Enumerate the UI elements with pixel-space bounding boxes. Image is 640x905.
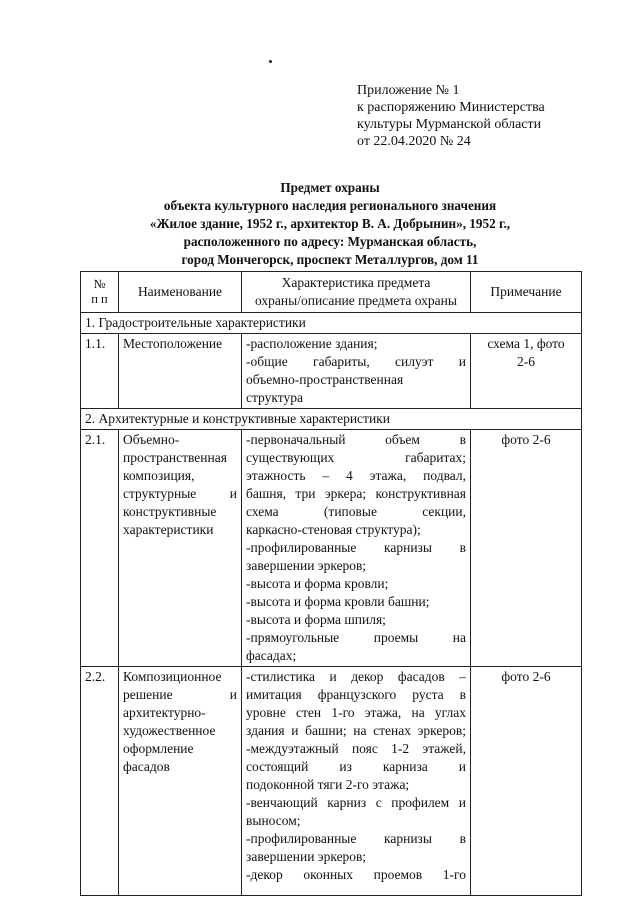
- appendix-line: культуры Мурманской области: [357, 117, 542, 132]
- appendix-header: [357, 82, 617, 150]
- table-row: [81, 334, 582, 409]
- description-line: -первоначальный объем в: [246, 432, 466, 447]
- description-line: -высота и форма кровли башни;: [246, 594, 430, 609]
- header-name: Наименование: [119, 272, 242, 313]
- row-name-line: фасадов: [123, 759, 170, 774]
- stray-mark: [269, 60, 272, 63]
- title-line: объекта культурного наследия регионального значения: [163, 198, 497, 213]
- section-title: 1. Градостроительные характеристики: [81, 313, 582, 334]
- row-name-line: оформление: [123, 741, 194, 756]
- row-name: [119, 430, 242, 667]
- row-description: [242, 667, 471, 896]
- description-line: здания и башни; на стенах эркеров;: [246, 723, 466, 738]
- appendix-line: Приложение № 1: [357, 83, 460, 98]
- title-line: город Мончегорск, проспект Металлургов, дом 11: [181, 252, 479, 267]
- description-line: фасадах;: [246, 648, 297, 663]
- row-number: 1.1.: [81, 334, 119, 409]
- description-line: схема (типовые секции,: [246, 504, 466, 519]
- note-line: 2-6: [517, 354, 535, 369]
- row-name-line: Композиционное: [123, 669, 222, 684]
- row-note: [471, 667, 582, 896]
- description-line: -высота и форма кровли;: [246, 576, 389, 591]
- row-name-line: пространственная: [123, 450, 227, 465]
- description-line: завершении эркеров;: [246, 558, 367, 573]
- description-line: башня, три эркера; конструктивная: [246, 486, 466, 501]
- description-line: имитация французского руста в: [246, 687, 466, 702]
- row-name-line: решение и: [123, 687, 237, 702]
- description-line: -профилированные карнизы в: [246, 831, 466, 846]
- header-characteristic: [242, 272, 471, 313]
- document-title: [80, 179, 580, 269]
- header-note: Примечание: [471, 272, 582, 313]
- row-name-line: Местоположение: [123, 336, 223, 351]
- note-line: фото 2-6: [501, 669, 551, 684]
- header-number-line: п п: [91, 292, 108, 306]
- description-line: каркасно-стеновая структура);: [246, 522, 421, 537]
- table-row: [81, 430, 582, 667]
- description-line: этажность – 4 этажа, подвал,: [246, 468, 466, 483]
- row-number: 2.2.: [81, 667, 119, 896]
- row-name-line: Объемно-: [123, 432, 180, 447]
- description-line: -венчающий карниз с профилем и: [246, 795, 466, 810]
- description-line: -общие габариты, силуэт и: [246, 354, 466, 369]
- description-line: -профилированные карнизы в: [246, 540, 466, 555]
- description-line: -стилистика и декор фасадов –: [246, 669, 466, 684]
- appendix-line: к распоряжению Министерства: [357, 100, 545, 115]
- section-row: [81, 409, 582, 430]
- row-name-line: художественное: [123, 723, 216, 738]
- description-line: -декор оконных проемов 1-го: [246, 867, 466, 882]
- header-number-line: №: [93, 277, 106, 291]
- title-line: «Жилое здание, 1952 г., архитектор В. А. Добрынин», 1952 г.,: [149, 216, 511, 231]
- row-number: 2.1.: [81, 430, 119, 667]
- table-row: [81, 667, 582, 896]
- table-header-row: [81, 272, 582, 313]
- description-line: -расположение здания;: [246, 336, 378, 351]
- section-title: 2. Архитектурные и конструктивные характеристики: [81, 409, 582, 430]
- row-name-line: композиция,: [123, 468, 195, 483]
- title-line: расположенного по адресу: Мурманская область,: [183, 234, 477, 249]
- note-line: схема 1, фото: [487, 336, 565, 351]
- row-name-line: архитектурно-: [123, 705, 206, 720]
- row-description: [242, 430, 471, 667]
- note-line: фото 2-6: [501, 432, 551, 447]
- row-name-line: конструктивные: [123, 504, 217, 519]
- protection-table: [80, 271, 582, 896]
- header-characteristic-line: Характеристика предмета: [281, 275, 431, 290]
- title-line: Предмет охраны: [280, 180, 380, 195]
- description-line: выносом;: [246, 813, 301, 828]
- row-name-line: структурные и: [123, 486, 237, 501]
- description-line: состоящий из карниза и: [246, 759, 466, 774]
- row-name: [119, 667, 242, 896]
- description-line: завершении эркеров;: [246, 849, 367, 864]
- section-row: [81, 313, 582, 334]
- description-line: -высота и форма шпиля;: [246, 612, 386, 627]
- description-line: -прямоугольные проемы на: [246, 630, 466, 645]
- header-number: [81, 272, 119, 313]
- header-characteristic-line: охраны/описание предмета охраны: [255, 293, 457, 308]
- description-line: -междуэтажный пояс 1-2 этажей,: [246, 741, 466, 756]
- description-line: существующих габаритах;: [246, 450, 466, 465]
- row-name-line: характеристики: [123, 522, 214, 537]
- appendix-line: от 22.04.2020 № 24: [357, 134, 471, 149]
- description-line: объемно-пространственная: [246, 372, 404, 387]
- row-name: [119, 334, 242, 409]
- row-note: [471, 430, 582, 667]
- row-description: [242, 334, 471, 409]
- description-line: подоконной тяги 2-го этажа;: [246, 777, 410, 792]
- description-line: структура: [246, 390, 303, 405]
- row-note: [471, 334, 582, 409]
- description-line: уровне стен 1-го этажа, на углах: [246, 705, 466, 720]
